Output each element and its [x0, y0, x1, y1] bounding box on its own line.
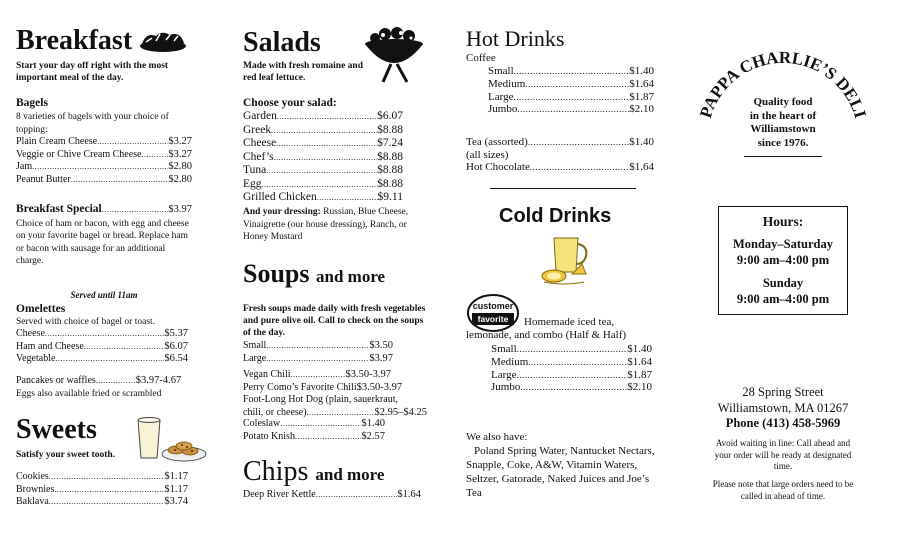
- sweets-list: [16, 471, 188, 509]
- city: Williamstown, MA 01267: [717, 400, 849, 415]
- dressing-options: Russian, Blue Cheese, Vinaigrette (our house dressing), Ranch, or Honey Mustard: [243, 207, 409, 242]
- menu-item: Chef’s ..... $8.88: [243, 151, 403, 165]
- soups-list-2: [243, 418, 385, 443]
- call-ahead-note: Avoid waiting in line: Call ahead and your order will be ready at designated time.: [714, 438, 852, 471]
- breakfast-special: [16, 203, 192, 268]
- menu-item: Vegetable ..... $6.54: [16, 353, 188, 366]
- menu-item: Deep River Kettle ..... $1.64: [243, 489, 421, 502]
- menu-item: Large ..... $1.87: [466, 369, 652, 382]
- milk-cookies-icon: [134, 414, 208, 464]
- menu-item: Egg ..... $8.88: [243, 178, 403, 192]
- badge-line2: favorite: [477, 314, 509, 324]
- omelettes-title: Omelettes: [16, 303, 66, 315]
- menu-item: Plain Cream Cheese ..... $3.27: [16, 136, 192, 149]
- menu-item: Cheese ..... $7.24: [243, 137, 403, 151]
- cold-drink-sizes: [466, 343, 652, 394]
- menu-item: Medium ..... $1.64: [466, 356, 652, 369]
- tea-row: Tea (assorted) ..... $1.40 (all sizes) Hot Chocolate ..... $1.64: [466, 136, 654, 174]
- badge-line1: customer: [472, 301, 514, 311]
- breakfast-special-price: $3.97: [168, 204, 192, 215]
- hours-box: [718, 206, 848, 315]
- dressing-label: And your dressing:: [243, 207, 321, 217]
- salads-choose: Choose your salad:: [243, 97, 337, 109]
- menu-item: Cookies ..... $1.17: [16, 471, 188, 484]
- salads-list: [243, 110, 403, 205]
- menu-item: Baklava ..... $3.74: [16, 496, 188, 509]
- menu-item: Brownies ..... $1.17: [16, 484, 188, 497]
- also-have-label: We also have:: [466, 431, 528, 443]
- menu-item: Ham and Cheese ..... $6.07: [16, 341, 188, 354]
- iced-tea-desc: Homemade iced tea, lemonade, and combo (Half & Half): [466, 316, 627, 341]
- menu-item: Large ..... $1.87: [466, 91, 654, 104]
- breakfast-special-name: Breakfast Special: [16, 203, 102, 215]
- cold-drinks-title: Cold Drinks: [499, 205, 612, 227]
- street: 28 Spring Street: [742, 385, 824, 399]
- lemonade-icon: [540, 234, 592, 286]
- hot-drinks-title: Hot Drinks: [466, 26, 565, 51]
- salads-dressing: [243, 206, 431, 244]
- salads-title: Salads: [243, 27, 321, 58]
- breakfast-intro: Start your day off right with the most important meal of the day.: [16, 61, 169, 83]
- menu-item: Vegan Chili ..... $3.50-3.97: [243, 369, 391, 382]
- soups-intro: Fresh soups made daily with fresh vegetables and pure olive oil. Call to check on the soups of the day.: [243, 304, 426, 338]
- served-until: Served until 11am: [70, 290, 138, 300]
- omelettes-desc: Served with choice of bagel or toast.: [16, 317, 156, 327]
- menu-item: Greek ..... $8.88: [243, 124, 403, 138]
- chips-list: [243, 489, 421, 502]
- menu-item: Large ..... $3.97: [243, 353, 393, 366]
- eggs-note: Eggs also available fried or scrambled: [16, 389, 162, 399]
- menu-item: Jumbo ..... $2.10: [466, 381, 652, 394]
- menu-item: Perry Como’s Favorite Chili $3.50-3.97: [243, 381, 403, 393]
- coffee-sizes: [466, 65, 654, 116]
- chips-title: Chips and more: [243, 456, 385, 487]
- salads-intro: Made with fresh romaine and red leaf lettuce.: [243, 61, 363, 83]
- divider: [490, 188, 636, 189]
- bagels-title: Bagels: [16, 97, 48, 109]
- sunday-days: Sunday: [762, 276, 804, 290]
- menu-item: Cheese ..... $5.37: [16, 328, 188, 341]
- menu-item: Veggie or Chive Cream Cheese ..... $3.27: [16, 149, 192, 162]
- deli-tagline: Quality food in the heart of Williamstown since 1976.: [749, 96, 817, 149]
- menu-item: Peanut Butter ..... $2.80: [16, 174, 192, 187]
- sunday-time: 9:00 am–4:00 pm: [736, 292, 830, 306]
- sweets-title: Sweets: [16, 414, 97, 445]
- deli-name: PAPPA CHARLIE’S DELI: [696, 47, 870, 121]
- menu-item: Coleslaw ..... $1.40: [243, 418, 385, 431]
- menu-item: Small ..... $1.40: [466, 65, 654, 78]
- menu-item: Tuna ..... $8.88: [243, 164, 403, 178]
- breakfast-special-desc: Choice of ham or bacon, with egg and cheese on your favorite bagel or bread. Replace ham or bacon with sausage for an additional charge.: [16, 218, 189, 266]
- bagels-desc: 8 varieties of bagels with your choice of topping:: [16, 112, 169, 135]
- hot-chocolate-row: Hot Chocolate ..... $1.64: [466, 161, 654, 174]
- omelettes-list: [16, 328, 188, 366]
- bagels-list: [16, 136, 192, 186]
- sweets-intro: Satisfy your sweet tooth.: [16, 450, 116, 460]
- soups-sizes: [243, 340, 393, 365]
- weekday-days: Monday–Saturday: [732, 237, 834, 251]
- weekday-time: 9:00 am–4:00 pm: [736, 253, 830, 267]
- menu-item: Grilled Chicken ..... $9.11: [243, 191, 403, 205]
- menu-item: Jumbo ..... $2.10: [466, 103, 654, 116]
- hours-title: Hours:: [762, 214, 804, 229]
- breakfast-title: Breakfast: [16, 25, 133, 56]
- bagel-icon: [138, 28, 188, 54]
- soups-title: Soups and more: [243, 259, 386, 288]
- large-orders-note: Please note that large orders need to be called in ahead of time.: [712, 479, 854, 501]
- also-have-list: Poland Spring Water, Nantucket Nectars, Snapple, Coke, A&W, Vitamin Waters, Seltzer, Gatorade, Naked Juices and Joe’s Tea: [466, 445, 655, 499]
- address: [690, 385, 876, 432]
- menu-item: Jam ..... $2.80: [16, 161, 192, 174]
- menu-item: Medium ..... $1.64: [466, 78, 654, 91]
- hotdog-item: Foot-Long Hot Dog (plain, sauerkraut, chili, or cheese) ..... $2.95–$4.25: [243, 394, 427, 419]
- menu-item: Small ..... $1.40: [466, 343, 652, 356]
- menu-item: Small ..... $3.50: [243, 340, 393, 353]
- pancakes-row: Pancakes or waffles ..... $3.97-4.67: [16, 375, 192, 388]
- phone: Phone (413) 458-5969: [725, 416, 841, 430]
- divider: [744, 156, 822, 157]
- coffee-label: Coffee: [466, 52, 496, 64]
- soups-list: [243, 369, 403, 394]
- menu-item: Potato Knish ..... $2.57: [243, 431, 385, 444]
- menu-item: Garden ..... $6.07: [243, 110, 403, 124]
